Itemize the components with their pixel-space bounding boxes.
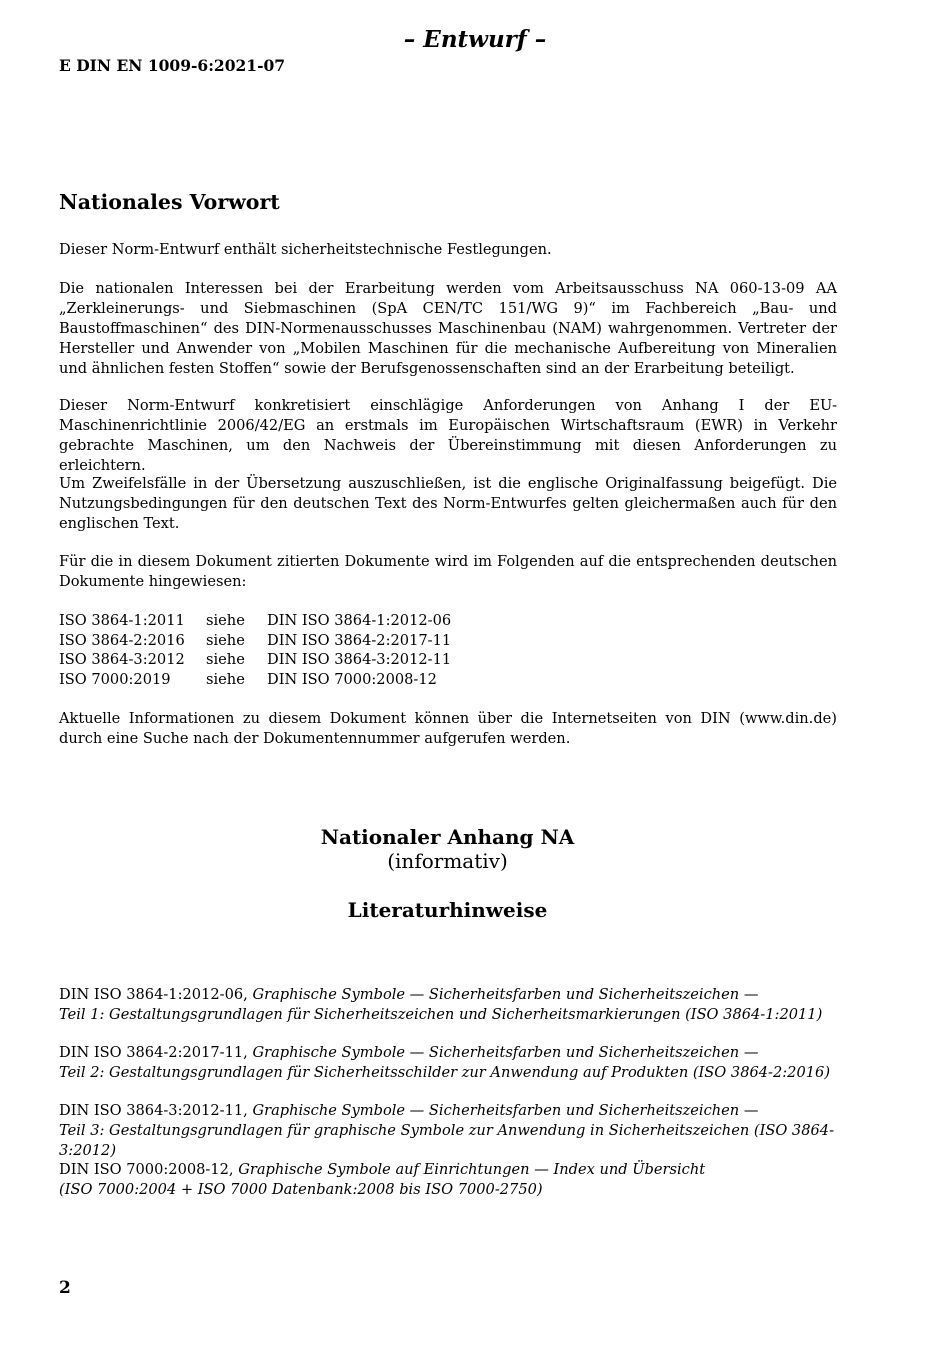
entry-subtitle: Teil 3: Gestaltungsgrundlagen für graphische Symbole zur Anwendung in Sicherheitszeichen (ISO 3864-3:2012) [59,1122,835,1159]
document-id: E DIN EN 1009-6:2021-07 [59,56,286,75]
entry-subtitle: Teil 2: Gestaltungsgrundlagen für Sicherheitsschilder zur Anwendung auf Produkten (ISO 3864-2:2016) [59,1064,831,1081]
din-reference: DIN ISO 3864-2:2017-11 [267,631,452,649]
entry-title: Graphische Symbole — Sicherheitsfarben und Sicherheitszeichen — [252,986,759,1003]
din-reference: DIN ISO 3864-3:2012-11 [267,651,452,669]
literature-entry [59,1160,859,1200]
foreword-closing: Aktuelle Informationen zu diesem Dokument können über die Internetseiten von DIN (www.din.de) durch eine Suche nach der Dokumentennummer aufgerufen werden. [59,710,837,747]
din-reference: DIN ISO 3864-1:2012-06 [267,612,452,629]
foreword-paragraph: Dieser Norm-Entwurf enthält sicherheitstechnische Festlegungen. [59,241,552,258]
entry-code: DIN ISO 3864-3:2012-11, [59,1102,253,1119]
entry-code: DIN ISO 7000:2008-12, [59,1161,239,1178]
foreword-paragraph: Dieser Norm-Entwurf konkretisiert einschlägige Anforderungen von Anhang I der EU-Maschinenrichtlinie 2006/42/EG an erstmals im Europäischen Wirtschaftsraum (EWR) in Verkehr gebrachte Maschinen, um den Nachweis der Übereinstimmung mit diesen Anforderungen zu erleichtern. [59,397,837,474]
foreword-title: Nationales Vorwort [59,190,280,214]
foreword-paragraph: Um Zweifelsfälle in der Übersetzung auszuschließen, ist die englische Originalfassung beigefügt. Die Nutzungsbedingungen für den deutschen Text des Norm-Entwurfes gelten gleichermaßen auch für den englischen Text. [59,475,837,532]
reference-row [59,670,451,690]
foreword-paragraph: Die nationalen Interessen bei der Erarbeitung werden vom Arbeitsausschuss NA 060-13-09 AA „Zerkleinerungs- und Siebmaschinen (SpA CEN/TC 151/WG 9)“ im Fachbereich „Bau- und Baustoffmaschinen“ des DIN-Normenausschusses Maschinenbau (NAM) wahrgenommen. Vertreter der Hersteller und Anwender von „Mobilen Maschinen für die mechanische Aufbereitung von Mineralien und ähnlichen festen Stoffen“ sowie der Berufsgenossenschaften sind an der Erarbeitung beteiligt. [59,280,837,377]
entry-code: DIN ISO 3864-1:2012-06, [59,986,253,1003]
annex-subtitle: (informativ) [387,849,508,873]
literature-entry [59,1101,859,1161]
entry-title: Graphische Symbole — Sicherheitsfarben und Sicherheitszeichen — [252,1044,759,1061]
reference-row [59,611,451,631]
reference-row [59,650,451,670]
entry-title: Graphische Symbole — Sicherheitsfarben und Sicherheitszeichen — [252,1102,759,1119]
iso-reference: ISO 3864-3:2012 [59,651,185,669]
see-word: siehe [206,651,245,669]
page-number: 2 [59,1278,71,1298]
literature-title: Literaturhinweise [347,898,548,922]
entry-subtitle: Teil 1: Gestaltungsgrundlagen für Sicherheitszeichen und Sicherheitsmarkierungen (ISO 3864-1:2011) [59,1006,823,1023]
iso-reference: ISO 3864-2:2016 [59,631,185,649]
see-word: siehe [206,671,245,689]
literature-entry [59,1043,859,1083]
entry-subtitle: (ISO 7000:2004 + ISO 7000 Datenbank:2008 bis ISO 7000-2750) [59,1181,543,1198]
see-word: siehe [206,631,245,649]
reference-table [59,611,451,690]
annex-title: Nationaler Anhang NA [320,825,575,849]
draft-label: – Entwurf – [403,26,547,53]
foreword-paragraph: Für die in diesem Dokument zitierten Dokumente wird im Folgenden auf die entsprechenden deutschen Dokumente hingewiesen: [59,553,837,590]
literature-entry [59,985,859,1025]
iso-reference: ISO 3864-1:2011 [59,612,185,629]
entry-title: Graphische Symbole auf Einrichtungen — Index und Übersicht [238,1161,706,1178]
entry-code: DIN ISO 3864-2:2017-11, [59,1044,253,1061]
din-reference: DIN ISO 7000:2008-12 [267,671,437,689]
iso-reference: ISO 7000:2019 [59,671,171,689]
reference-row [59,631,451,651]
see-word: siehe [206,612,245,629]
